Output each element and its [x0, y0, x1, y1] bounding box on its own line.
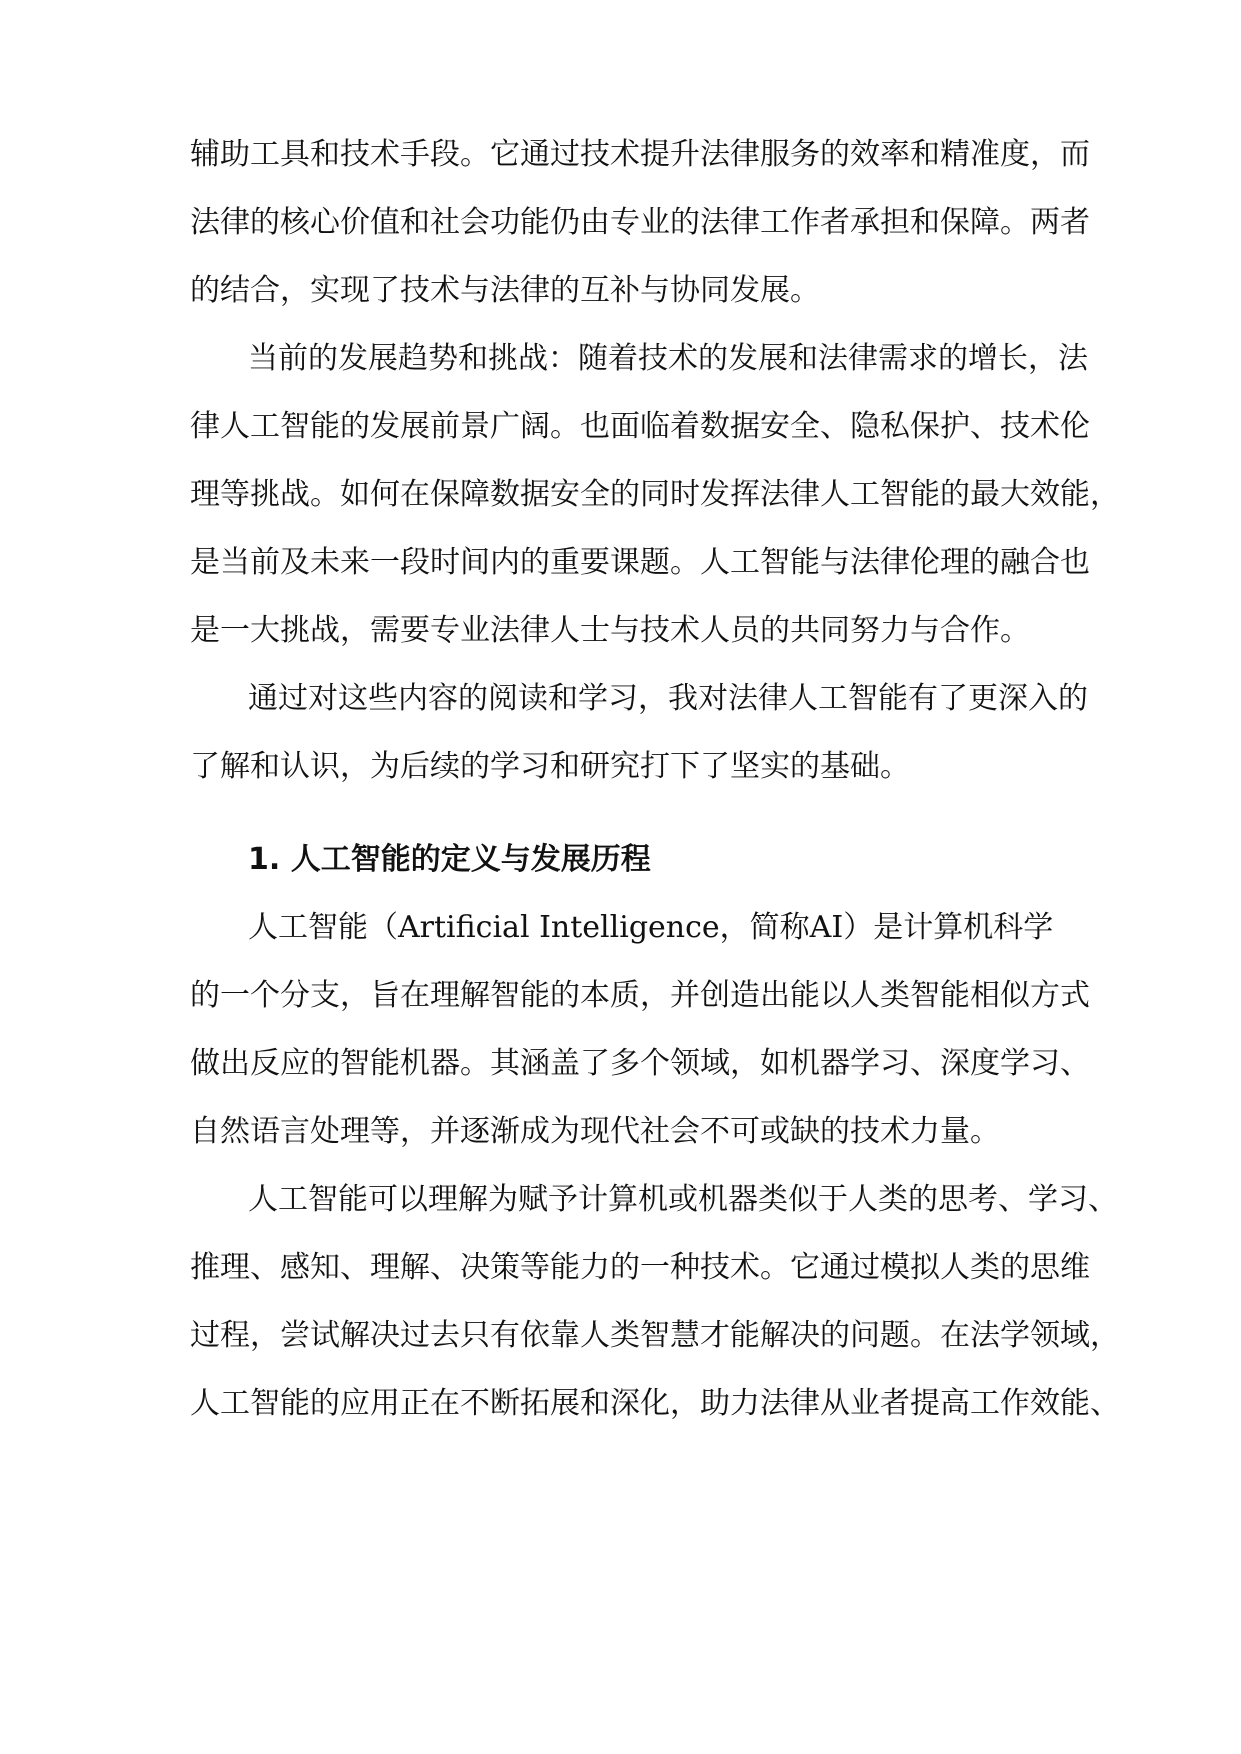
- text-line: 的一个分支，旨在理解智能的本质，并创造出能以人类智能相似方式: [190, 978, 1090, 1013]
- text-line: 律人工智能的发展前景广阔。也面临着数据安全、隐私保护、技术伦: [190, 409, 1090, 444]
- text-line: 是当前及未来一段时间内的重要课题。人工智能与法律伦理的融合也: [190, 545, 1090, 580]
- text-line: 做出反应的智能机器。其涵盖了多个领域，如机器学习、深度学习、: [190, 1046, 1090, 1081]
- text-line: 是一大挑战，需要专业法律人士与技术人员的共同努力与合作。: [190, 613, 1030, 648]
- text-line: 法律的核心价值和社会功能仍由专业的法律工作者承担和保障。两者: [190, 205, 1090, 240]
- text-line: 的结合，实现了技术与法律的互补与协同发展。: [190, 273, 820, 308]
- text-line: 人工智能的应用正在不断拓展和深化，助力法律从业者提高工作效能、: [190, 1386, 1120, 1421]
- text-line: 过程，尝试解决过去只有依靠人类智慧才能解决的问题。在法学领域，: [190, 1318, 1120, 1353]
- text-line: 了解和认识，为后续的学习和研究打下了坚实的基础。: [190, 749, 910, 784]
- section-heading: 1. 人工智能的定义与发展历程: [248, 842, 651, 877]
- text-line: 理等挑战。如何在保障数据安全的同时发挥法律人工智能的最大效能，: [190, 477, 1120, 512]
- text-line: 推理、感知、理解、决策等能力的一种技术。它通过模拟人类的思维: [190, 1250, 1090, 1285]
- text-line: 辅助工具和技术手段。它通过技术提升法律服务的效率和精准度，而: [190, 137, 1090, 172]
- text-line: 通过对这些内容的阅读和学习，我对法律人工智能有了更深入的: [248, 681, 1088, 716]
- text-line: 自然语言处理等，并逐渐成为现代社会不可或缺的技术力量。: [190, 1114, 1000, 1149]
- text-line: 人工智能（Artificial Intelligence，简称AI）是计算机科学: [248, 910, 1054, 945]
- text-line: 人工智能可以理解为赋予计算机或机器类似于人类的思考、学习、: [248, 1182, 1118, 1217]
- text-line: 当前的发展趋势和挑战：随着技术的发展和法律需求的增长，法: [248, 341, 1088, 376]
